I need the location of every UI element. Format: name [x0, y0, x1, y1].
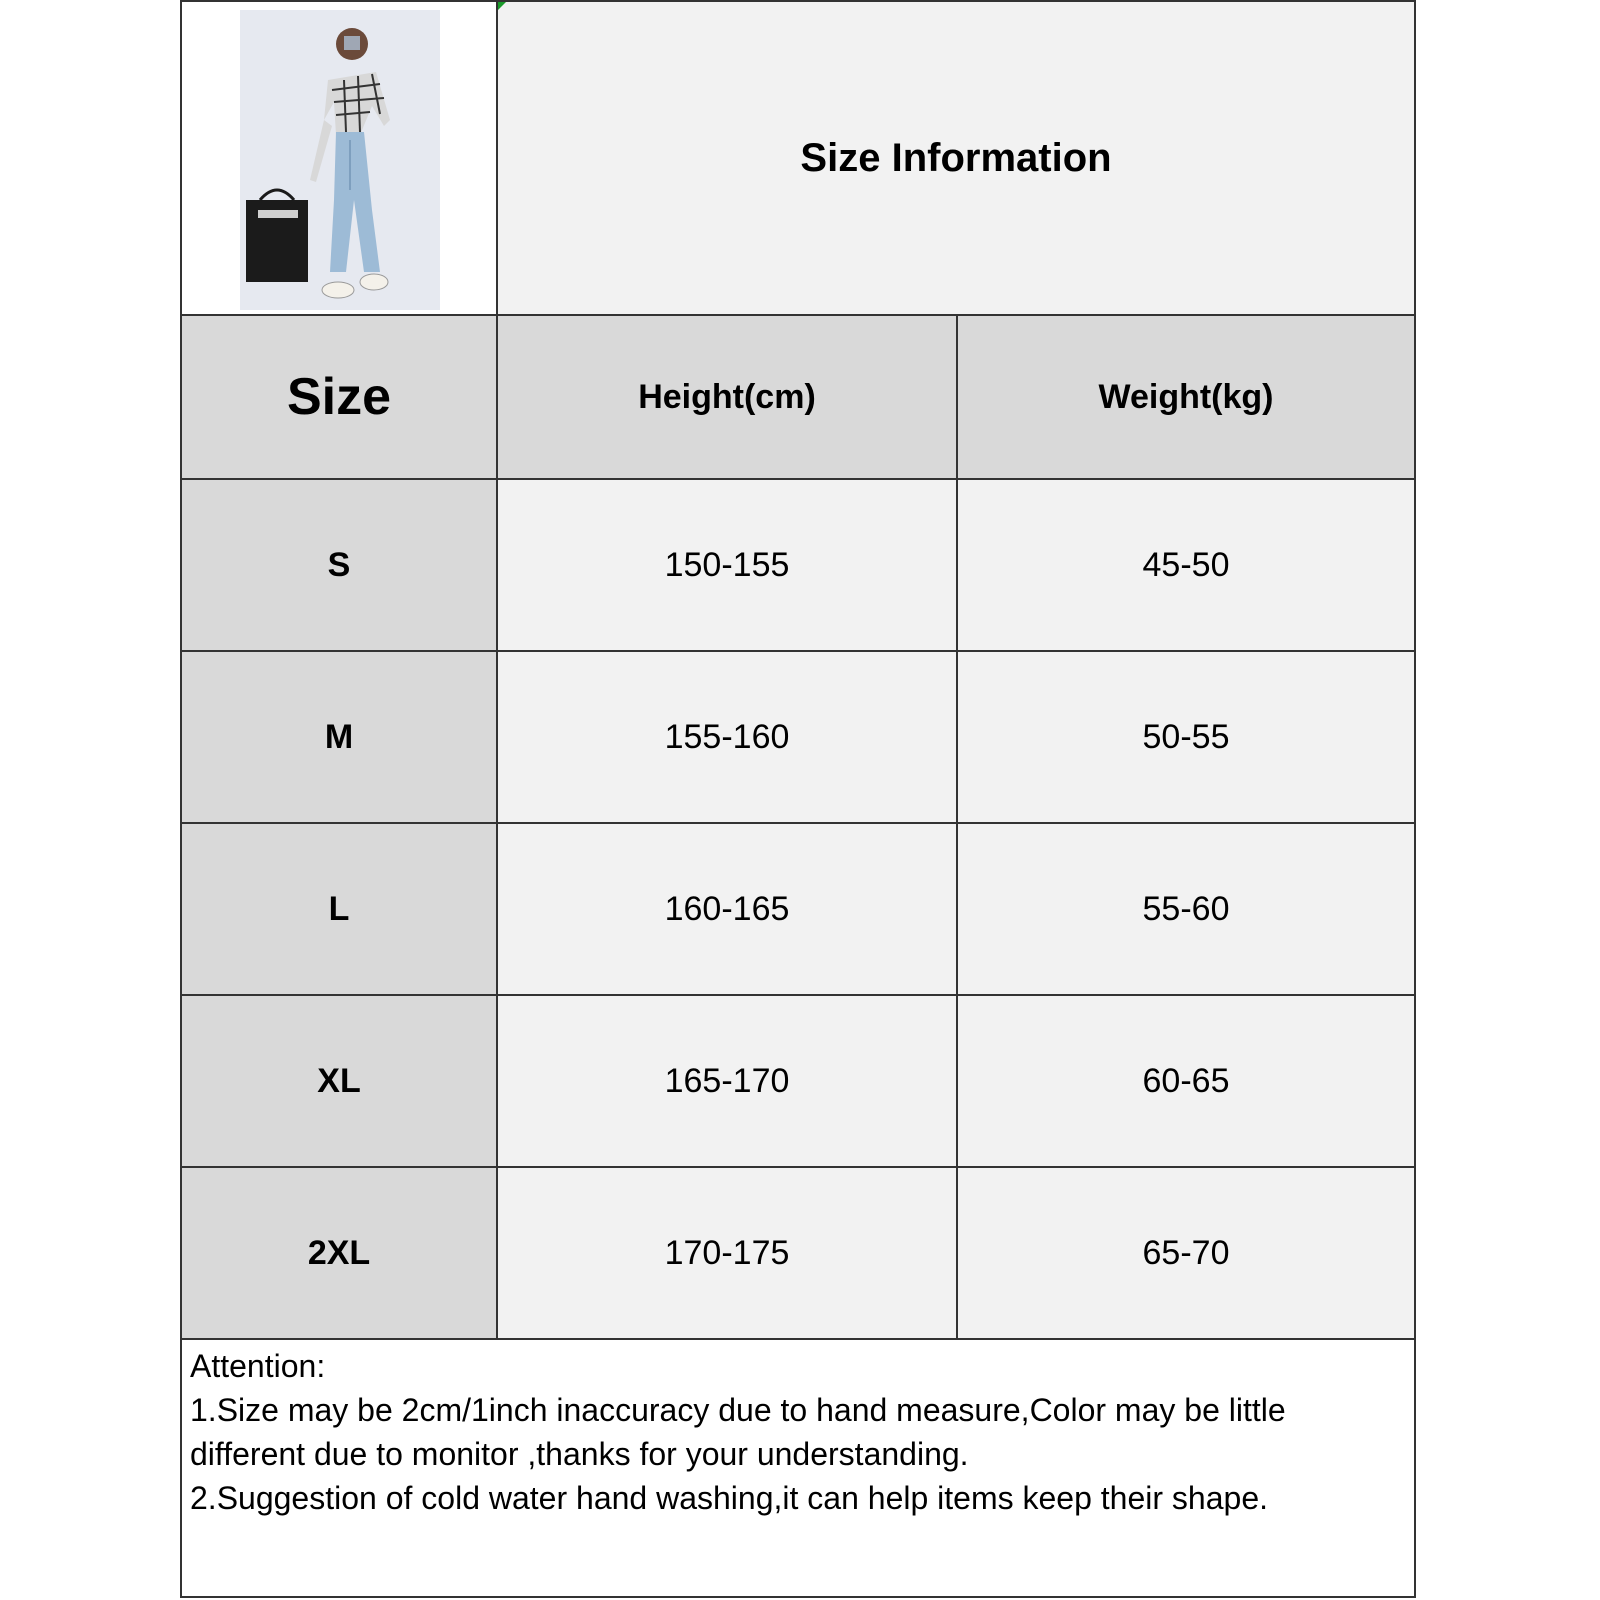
- size-value: XL: [317, 1061, 361, 1100]
- notes-line-2: different due to monitor ,thanks for your understanding.: [190, 1436, 969, 1472]
- weight-value: 45-50: [1142, 545, 1230, 584]
- height-cell: [498, 996, 958, 1166]
- notes-line-1: 1.Size may be 2cm/1inch inaccuracy due to hand measure,Color may be little: [190, 1392, 1286, 1428]
- height-value: 160-165: [664, 889, 790, 928]
- header-size: Size: [286, 368, 392, 426]
- weight-cell: [958, 480, 1414, 650]
- product-photo-cell: [182, 2, 498, 314]
- height-value: 170-175: [664, 1233, 790, 1272]
- size-value: 2XL: [307, 1233, 371, 1272]
- size-table: [182, 316, 1414, 1340]
- height-value: 155-160: [664, 717, 790, 756]
- size-cell: [182, 1168, 498, 1338]
- header-weight: Weight(kg): [1098, 377, 1274, 416]
- header-size-cell: [182, 316, 498, 478]
- size-chart-sheet: [180, 0, 1416, 1598]
- header-height-cell: [498, 316, 958, 478]
- weight-cell: [958, 652, 1414, 822]
- weight-value: 55-60: [1142, 889, 1230, 928]
- size-cell: [182, 652, 498, 822]
- table-row: [182, 480, 1414, 652]
- weight-cell: [958, 996, 1414, 1166]
- size-cell: [182, 996, 498, 1166]
- height-value: 165-170: [664, 1061, 790, 1100]
- cell-corner-marker: [498, 2, 506, 10]
- header-height: Height(cm): [638, 377, 816, 416]
- weight-value: 60-65: [1142, 1061, 1230, 1100]
- height-cell: [498, 824, 958, 994]
- table-row: [182, 652, 1414, 824]
- page-title: Size Information: [800, 135, 1112, 180]
- header-weight-cell: [958, 316, 1414, 478]
- header-row: [182, 2, 1414, 316]
- weight-value: 50-55: [1142, 717, 1230, 756]
- weight-cell: [958, 1168, 1414, 1338]
- size-cell: [182, 480, 498, 650]
- table-row: [182, 824, 1414, 996]
- notes-heading: Attention:: [190, 1348, 326, 1384]
- size-value: L: [328, 889, 350, 928]
- table-header-row: [182, 316, 1414, 480]
- table-row: [182, 1168, 1414, 1340]
- height-cell: [498, 480, 958, 650]
- height-cell: [498, 652, 958, 822]
- height-value: 150-155: [664, 545, 790, 584]
- weight-value: 65-70: [1142, 1233, 1230, 1272]
- notes-line-3: 2.Suggestion of cold water hand washing,it can help items keep their shape.: [190, 1480, 1268, 1516]
- weight-cell: [958, 824, 1414, 994]
- size-cell: [182, 824, 498, 994]
- title-cell: [498, 2, 1414, 314]
- product-photo: [240, 10, 440, 310]
- table-row: [182, 996, 1414, 1168]
- height-cell: [498, 1168, 958, 1338]
- attention-notes: [182, 1338, 1414, 1526]
- size-value: M: [324, 717, 354, 756]
- size-value: S: [327, 545, 351, 584]
